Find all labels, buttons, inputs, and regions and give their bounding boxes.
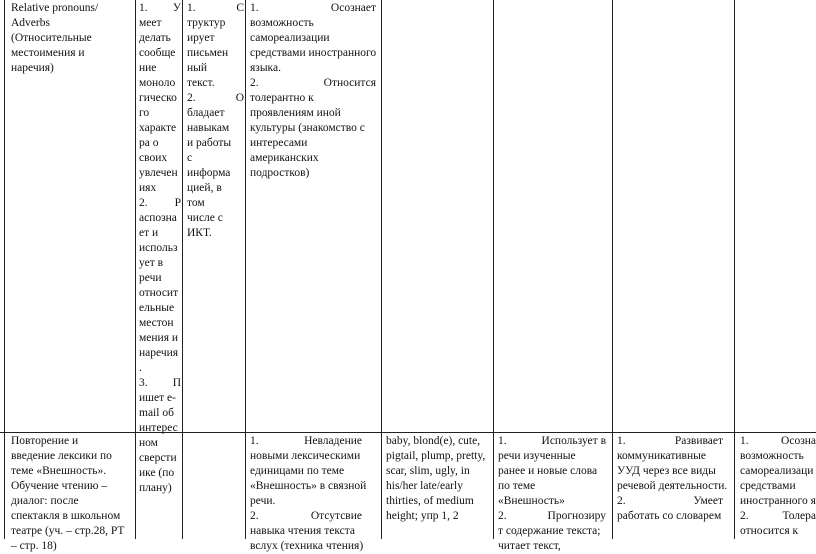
personal-outcomes-cell: 1. Осозна возможность самореализаци средствами иностранного я 2. Толера относится к (740, 435, 816, 537)
personal-outcomes-cell: 1. Осознает возможность самореализации средствами иностранного языка. 2. Относится толерантно к проявлениям иной культуры (знакомство с интересами американских подростков) (250, 2, 377, 179)
table-border-col6 (493, 0, 494, 539)
metasubject-outcomes-cell: 1. Развивает коммуникативные УУД через все виды речевой деятельности. 2. Умеет работать со словарем (617, 435, 728, 522)
subject-outcomes-cell: 1. У меет делать сообще ние моноло гическо го характе ра о своих увлечен иях 2. Р аспозна ет и использ ует в речи относит ельные местон мения и наречия . 3. П ишет e- mail об интерес ном сверсти ике (по плану) (139, 2, 181, 494)
table-border-col3 (182, 0, 183, 539)
table-border-col8 (734, 0, 735, 539)
table-border-col7 (612, 0, 613, 539)
table-border-col2 (135, 0, 136, 539)
topic-cell: Повторение и введение лексики по теме «Внешность». Обучение чтению – диалог: после спектакля в школьном театре (уч. – стр.28, РТ – стр. 18) (11, 435, 125, 552)
table-border-col5 (381, 0, 382, 539)
table-border-col4 (245, 0, 246, 539)
vocabulary-cell: baby, blond(e), cute, pigtail, plump, pretty, scar, slim, ugly, in his/her late/early thirties, of medium height; упр 1, 2 (386, 435, 486, 522)
subject-outcomes-cell: 1. Использует в речи изученные ранее и новые слова по теме «Внешность» 2. Прогнозиру т содержание текста; читает текст, (498, 435, 606, 552)
table-row-divider (0, 432, 816, 433)
topic-cell: Relative pronouns/ Adverbs (Относительные местоимения и наречия) (11, 2, 99, 74)
difficulties-cell: 1. Невладение новыми лексическими единицами по теме «Внешность» в связной речи. 2. Отсутсвие навыка чтения текста вслух (техника чтения) (250, 435, 367, 552)
table-border-left (4, 0, 5, 539)
metasubject-outcomes-cell: 1. С труктур ирует письмен ный текст. 2. О бладает навыкам и работы с информа цией, в том числе с ИКТ. (187, 2, 244, 239)
